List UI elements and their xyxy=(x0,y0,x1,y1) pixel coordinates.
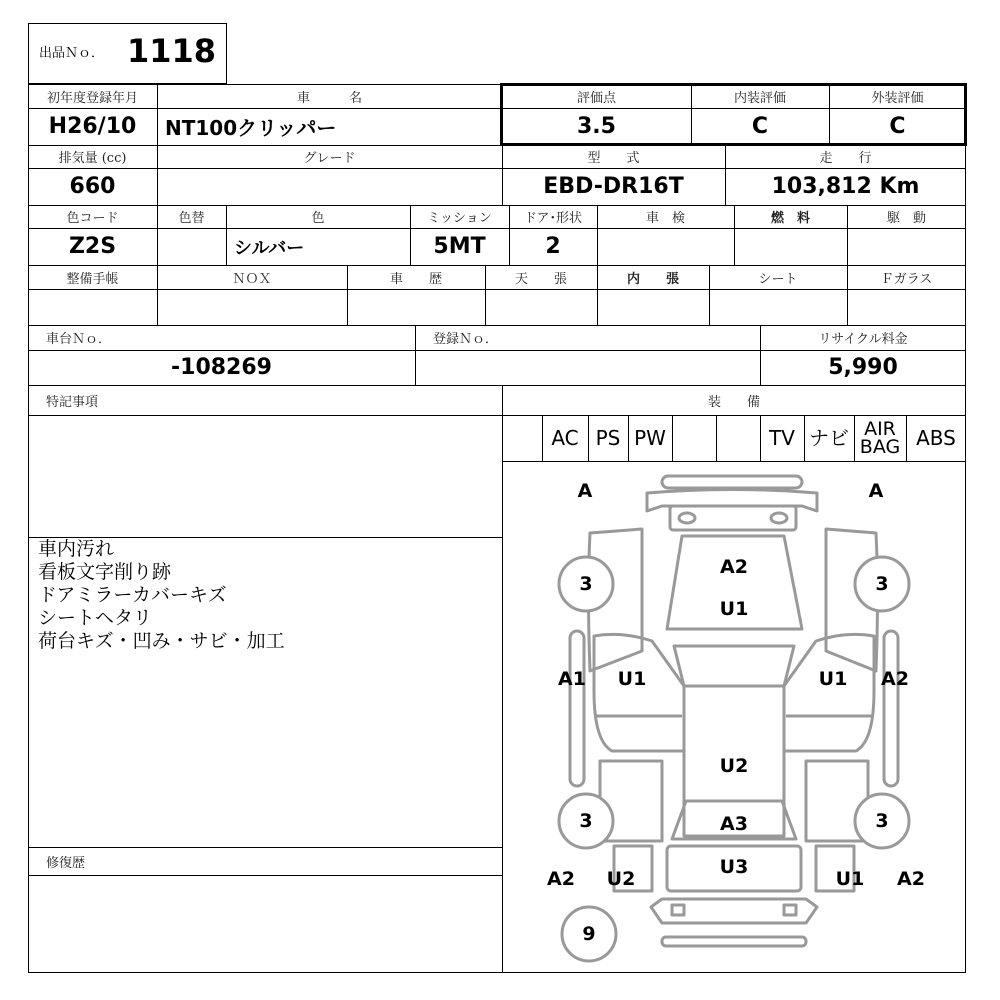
lot-number-label: 出品Ｎｏ． xyxy=(39,46,105,61)
registration-number-label: 登録Ｎｏ． xyxy=(433,332,499,347)
damage-mark: A3 xyxy=(720,813,748,835)
tire-tread-front-left: 3 xyxy=(579,573,593,595)
equipment-item xyxy=(672,415,716,461)
damage-mark: A2 xyxy=(720,556,748,578)
tire-tread-front-right: 3 xyxy=(875,573,889,595)
equipment-navi: ナビ xyxy=(809,426,849,450)
equipment-label: 装 備 xyxy=(707,394,760,410)
model-value: EBD-DR16T xyxy=(543,174,684,199)
maintenance-record-label: 整備手帳 xyxy=(66,271,119,287)
seat-label: シート xyxy=(758,271,798,287)
doors-value: 2 xyxy=(545,234,561,259)
note-line: シートヘタリ xyxy=(38,607,153,629)
front-glass-label: Ｆガラス xyxy=(880,271,933,287)
ceiling-label: 天 張 xyxy=(514,271,567,287)
equipment-ps: PS xyxy=(595,426,621,450)
equipment-ac: AC xyxy=(551,426,579,450)
equipment-item xyxy=(502,415,542,461)
fuel-value xyxy=(734,228,847,265)
vehicle-damage-diagram xyxy=(502,461,966,973)
score-value: 3.5 xyxy=(577,114,616,139)
equipment-airbag: AIR BAG xyxy=(859,418,901,458)
damage-mark: A2 xyxy=(547,868,575,890)
drive-value xyxy=(847,228,966,265)
vehicle-history-label: 車 歴 xyxy=(389,271,442,287)
equipment-tv: TV xyxy=(769,426,795,450)
note-line: 看板文字削り跡 xyxy=(38,561,172,583)
equipment-pw: PW xyxy=(634,426,666,450)
inspection-label: 車 検 xyxy=(645,211,685,226)
car-name-label: 車 名 xyxy=(296,90,362,106)
color-label: 色 xyxy=(311,211,325,226)
grade-value xyxy=(157,168,502,205)
color-value: シルバー xyxy=(234,237,305,259)
chassis-number-value: -108269 xyxy=(171,355,272,380)
damage-mark: U1 xyxy=(617,668,647,690)
damage-mark: A xyxy=(868,480,884,502)
fuel-label: 燃 料 xyxy=(770,211,810,226)
interior-score-value: C xyxy=(751,114,769,139)
mileage-label: 走 行 xyxy=(819,151,872,166)
damage-mark: A1 xyxy=(558,668,586,690)
note-line: ドアミラーカバーキズ xyxy=(38,584,227,606)
equipment-item xyxy=(716,415,760,461)
car-name-value: NT100クリッパー xyxy=(165,116,337,140)
lot-number-box xyxy=(28,23,227,84)
repaint-label: 色替 xyxy=(178,211,205,226)
chassis-number-label: 車台Ｎｏ． xyxy=(46,332,112,347)
interior-score-label: 内装評価 xyxy=(733,90,786,106)
tire-tread-rear-left: 3 xyxy=(579,810,593,832)
nox-label: ＮＯＸ xyxy=(232,271,272,287)
damage-mark: A2 xyxy=(897,868,925,890)
first-reg-label: 初年度登録年月 xyxy=(46,90,138,106)
damage-mark: U2 xyxy=(606,868,636,890)
recycle-fee-value: 5,990 xyxy=(828,355,898,380)
repair-history-label: 修復歴 xyxy=(46,855,86,871)
lot-number-value: 1118 xyxy=(127,32,217,70)
exterior-score-label: 外装評価 xyxy=(871,90,924,106)
transmission-value: 5MT xyxy=(433,234,486,259)
first-reg-value: H26/10 xyxy=(48,114,137,139)
grade-label: グレード xyxy=(303,151,356,166)
equipment-row xyxy=(502,415,966,461)
score-label: 評価点 xyxy=(576,90,616,106)
note-line: 車内汚れ xyxy=(38,538,115,560)
damage-mark: U2 xyxy=(719,755,749,777)
model-label: 型 式 xyxy=(587,151,640,166)
repaint-value xyxy=(157,228,226,265)
damage-mark: U1 xyxy=(719,598,749,620)
displacement-label: 排気量 (cc) xyxy=(58,151,127,166)
doors-label: ドア･形状 xyxy=(523,211,583,226)
color-code-value: Z2S xyxy=(68,234,117,259)
interior-trim-label: 内 張 xyxy=(626,271,679,287)
mileage-value: 103,812 Km xyxy=(771,174,920,199)
damage-mark: U1 xyxy=(818,668,848,690)
damage-mark: A2 xyxy=(881,668,909,690)
transmission-label: ミッション xyxy=(427,211,492,226)
drive-label: 駆 動 xyxy=(886,211,926,226)
displacement-value: 660 xyxy=(69,174,116,199)
inspection-value xyxy=(597,228,734,265)
damage-mark: A xyxy=(577,480,593,502)
registration-number-value xyxy=(415,350,760,385)
damage-mark: U3 xyxy=(719,856,749,878)
exterior-score-value: C xyxy=(889,114,906,139)
recycle-fee-label: リサイクル料金 xyxy=(818,332,908,347)
tire-tread-spare: 9 xyxy=(582,923,596,945)
special-notes-list xyxy=(38,538,498,653)
damage-mark: U1 xyxy=(835,868,865,890)
color-code-label: 色コード xyxy=(66,211,119,226)
special-notes-label: 特記事項 xyxy=(46,394,99,410)
equipment-abs: ABS xyxy=(916,426,956,450)
note-line: 荷台キズ・凹み・サビ・加工 xyxy=(38,630,285,652)
tire-tread-rear-right: 3 xyxy=(875,810,889,832)
